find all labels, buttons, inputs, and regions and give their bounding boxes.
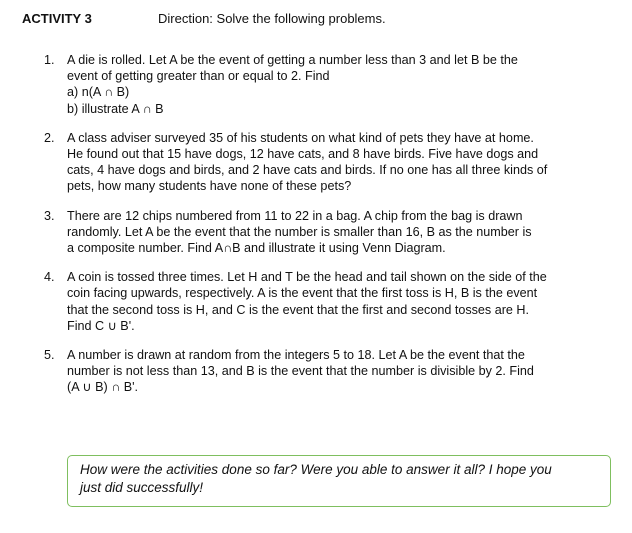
problem-line: a) n(A ∩ B): [67, 85, 130, 100]
problem-line: that the second toss is H, and C is the event that the first and second tosses are H.: [67, 302, 530, 317]
problem-line: A class adviser surveyed 35 of his students on what kind of pets they have at home.: [67, 130, 534, 145]
note-line: just did successfully!: [80, 480, 204, 495]
problem-line: (A ∪ B) ∩ B'.: [67, 380, 139, 395]
problem-line: a composite number. Find A∩B and illustrate it using Venn Diagram.: [67, 241, 446, 256]
problem-line: A die is rolled. Let A be the event of getting a number less than 3 and let B be the: [67, 53, 518, 67]
activity-title: ACTIVITY 3: [22, 11, 92, 26]
problem-4: [0, 269, 597, 334]
problem-line: A number is drawn at random from the integers 5 to 18. Let A be the event that the: [67, 348, 525, 363]
reflection-note-box: [67, 455, 611, 507]
problem-5: [0, 347, 597, 396]
problem-line: There are 12 chips numbered from 11 to 22 in a bag. A chip from the bag is drawn: [67, 208, 523, 223]
direction-text: Direction: Solve the following problems.: [158, 11, 386, 26]
problem-list: [0, 52, 632, 409]
problem-line: pets, how many students have none of these pets?: [67, 179, 352, 194]
problem-line: number is not less than 13, and B is the event that the number is divisible by 2. Find: [67, 364, 534, 379]
problem-number: 4.: [44, 270, 55, 285]
note-line: How were the activities done so far? Were you able to answer it all? I hope you: [80, 462, 552, 477]
problem-number: 1.: [44, 53, 55, 67]
problem-number: 5.: [44, 348, 55, 363]
problem-number: 2.: [44, 130, 55, 145]
problem-line: A coin is tossed three times. Let H and T be the head and tail shown on the side of the: [67, 270, 547, 285]
problem-line: Find C ∪ B'.: [67, 318, 135, 333]
problem-line: event of getting greater than or equal to 2. Find: [67, 69, 330, 84]
problem-line: coin facing upwards, respectively. A is the event that the first toss is H, B is the event: [67, 286, 538, 301]
activity-header: [22, 11, 622, 29]
problem-line: He found out that 15 have dogs, 12 have cats, and 8 have birds. Five have dogs and: [67, 147, 539, 162]
problem-3: [0, 208, 597, 257]
problem-2: [0, 130, 597, 195]
problem-line: cats, 4 have dogs and birds, and 2 have cats and birds. If no one has all three kinds of: [67, 163, 548, 178]
problem-line: b) illustrate A ∩ B: [67, 101, 164, 116]
problem-line: randomly. Let A be the event that the number is smaller than 16, B as the number is: [67, 224, 532, 239]
problem-number: 3.: [44, 208, 55, 223]
problem-1: [0, 52, 597, 117]
